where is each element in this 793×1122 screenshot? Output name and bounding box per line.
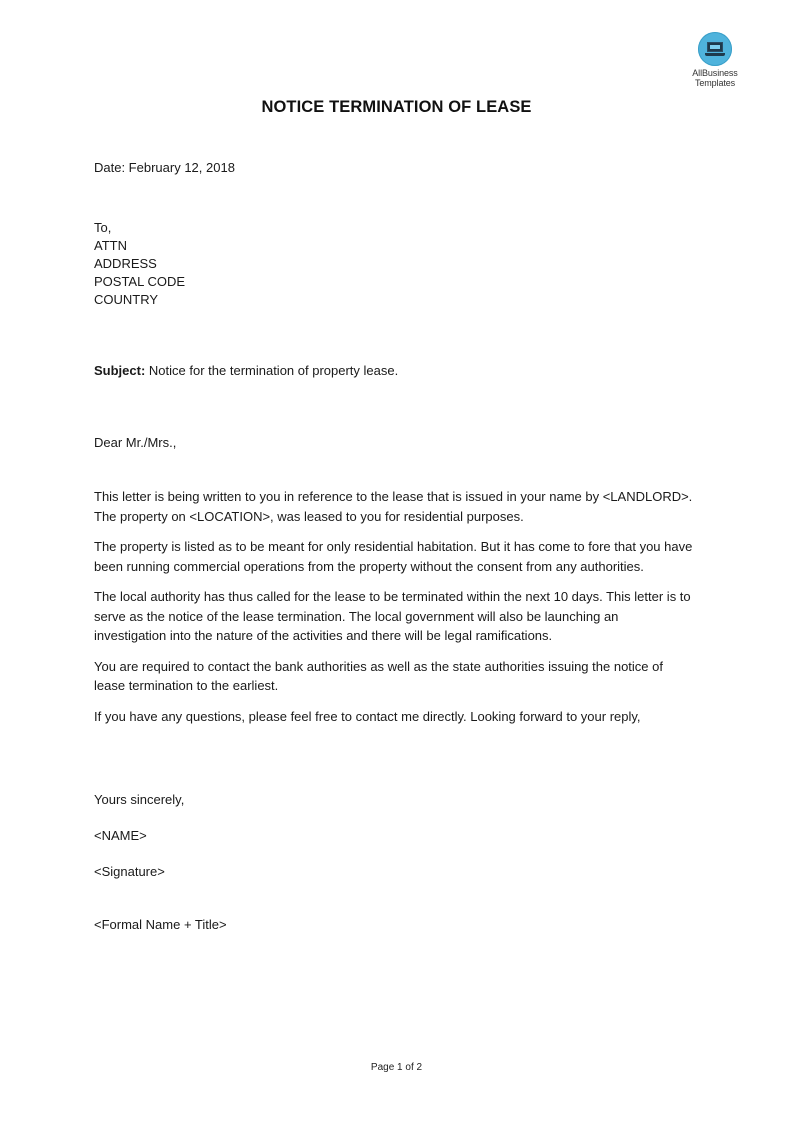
page-number: Page 1 of 2 [370,1062,423,1073]
subject-line [94,362,694,380]
document-title: NOTICE TERMINATION OF LEASE [261,98,532,116]
address-line: COUNTRY [94,292,159,307]
letter-date: Date: February 12, 2018 [94,160,235,175]
body-paragraph: This letter is being written to you in reference to the lease that is issued in your name by <LANDLORD>. The property on <LOCATION>, was leased to you for residential purposes. [94,489,693,524]
logo-text [682,68,748,88]
address-line: To, [94,220,112,235]
recipient-address [94,219,694,309]
body-paragraph: The local authority has thus called for the lease to be terminated within the next 10 days. This letter is to serve as the notice of the lease termination. The local government will also be launching an investigation into the nature of the activities and there will be legal ramifications. [94,589,691,643]
allbusiness-logo[interactable] [682,32,748,88]
body-paragraph: The property is listed as to be meant for only residential habitation. But it has come to fore that you have been running commercial operations from the property without the consent from any authorities. [94,539,693,574]
laptop-icon [698,32,732,66]
address-line: POSTAL CODE [94,274,186,289]
logo-line-2: Templates [694,78,736,88]
salutation: Dear Mr./Mrs., [94,435,177,450]
subject-text: Notice for the termination of property lease. [148,363,399,378]
address-line: ADDRESS [94,256,157,271]
sender-signature: <Signature> [94,864,165,879]
sender-formal-name: <Formal Name + Title> [94,917,227,932]
body-paragraph: You are required to contact the bank authorities as well as the state authorities issuing the notice of lease termination to the earliest. [94,658,663,693]
closing-line: Yours sincerely, [94,792,185,807]
letter-body [94,487,694,737]
subject-label: Subject: [94,363,146,378]
logo-line-1: AllBusiness [692,68,738,78]
address-line: ATTN [94,238,127,253]
body-paragraph: If you have any questions, please feel free to contact me directly. Looking forward to your reply, [94,708,641,724]
sender-name: <NAME> [94,828,147,843]
